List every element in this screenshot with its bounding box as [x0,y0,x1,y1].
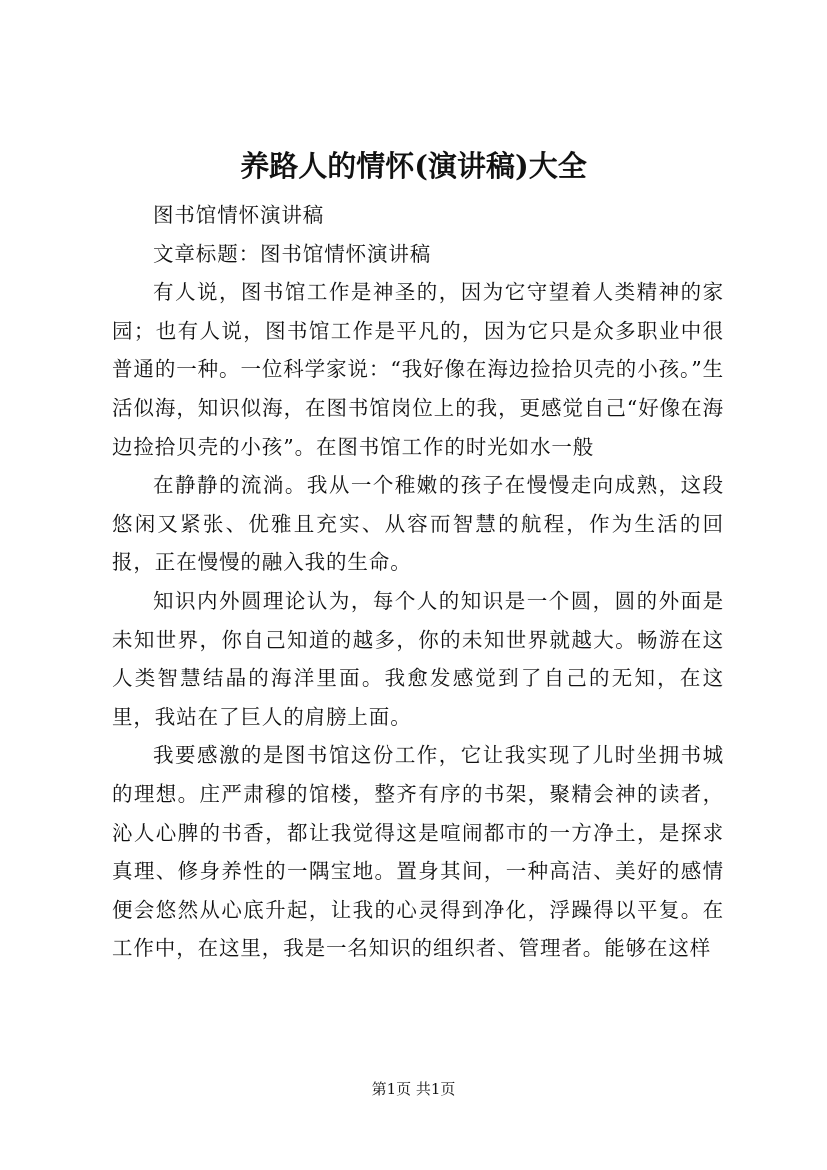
paragraph-1: 有人说，图书馆工作是神圣的，因为它守望着人类精神的家园；也有人说，图书馆工作是平凡的，因为它只是众多职业中很普通的一种。一位科学家说：“我好像在海边捡拾贝壳的小孩。”生活似海，知识似海，在图书馆岗位上的我，更感觉自己“好像在海边捡拾贝壳的小孩”。在图书馆工作的时光如水一般 [112,280,724,459]
page-footer: 第1页 共1页 [371,1080,456,1098]
paragraph-2: 在静静的流淌。我从一个稚嫩的孩子在慢慢走向成熟，这段悠闲又紧张、优雅且充实、从容而智慧的航程，作为生活的回报，正在慢慢的融入我的生命。 [112,473,724,575]
document-body [112,196,724,968]
paragraph-article-title: 文章标题：图书馆情怀演讲稿 [153,241,432,266]
paragraph-4: 我要感激的是图书馆这份工作，它让我实现了儿时坐拥书城的理想。庄严肃穆的馆楼，整齐有序的书架，聚精会神的读者，沁人心脾的书香，都让我觉得这是喧闹都市的一方净土，是探求真理、修身养性的一隅宝地。置身其间，一种高洁、美好的感情便会悠然从心底升起，让我的心灵得到净化，浮躁得以平复。在工作中，在这里，我是一名知识的组织者、管理者。能够在这样 [112,743,724,961]
document-title: 养路人的情怀(演讲稿)大全 [240,149,587,183]
paragraph-3: 知识内外圆理论认为，每个人的知识是一个圆，圆的外面是未知世界，你自己知道的越多，你的未知世界就越大。畅游在这人类智慧结晶的海洋里面。我愈发感觉到了自己的无知，在这里，我站在了巨人的肩膀上面。 [112,588,724,729]
paragraph-subtitle: 图书馆情怀演讲稿 [153,203,325,227]
